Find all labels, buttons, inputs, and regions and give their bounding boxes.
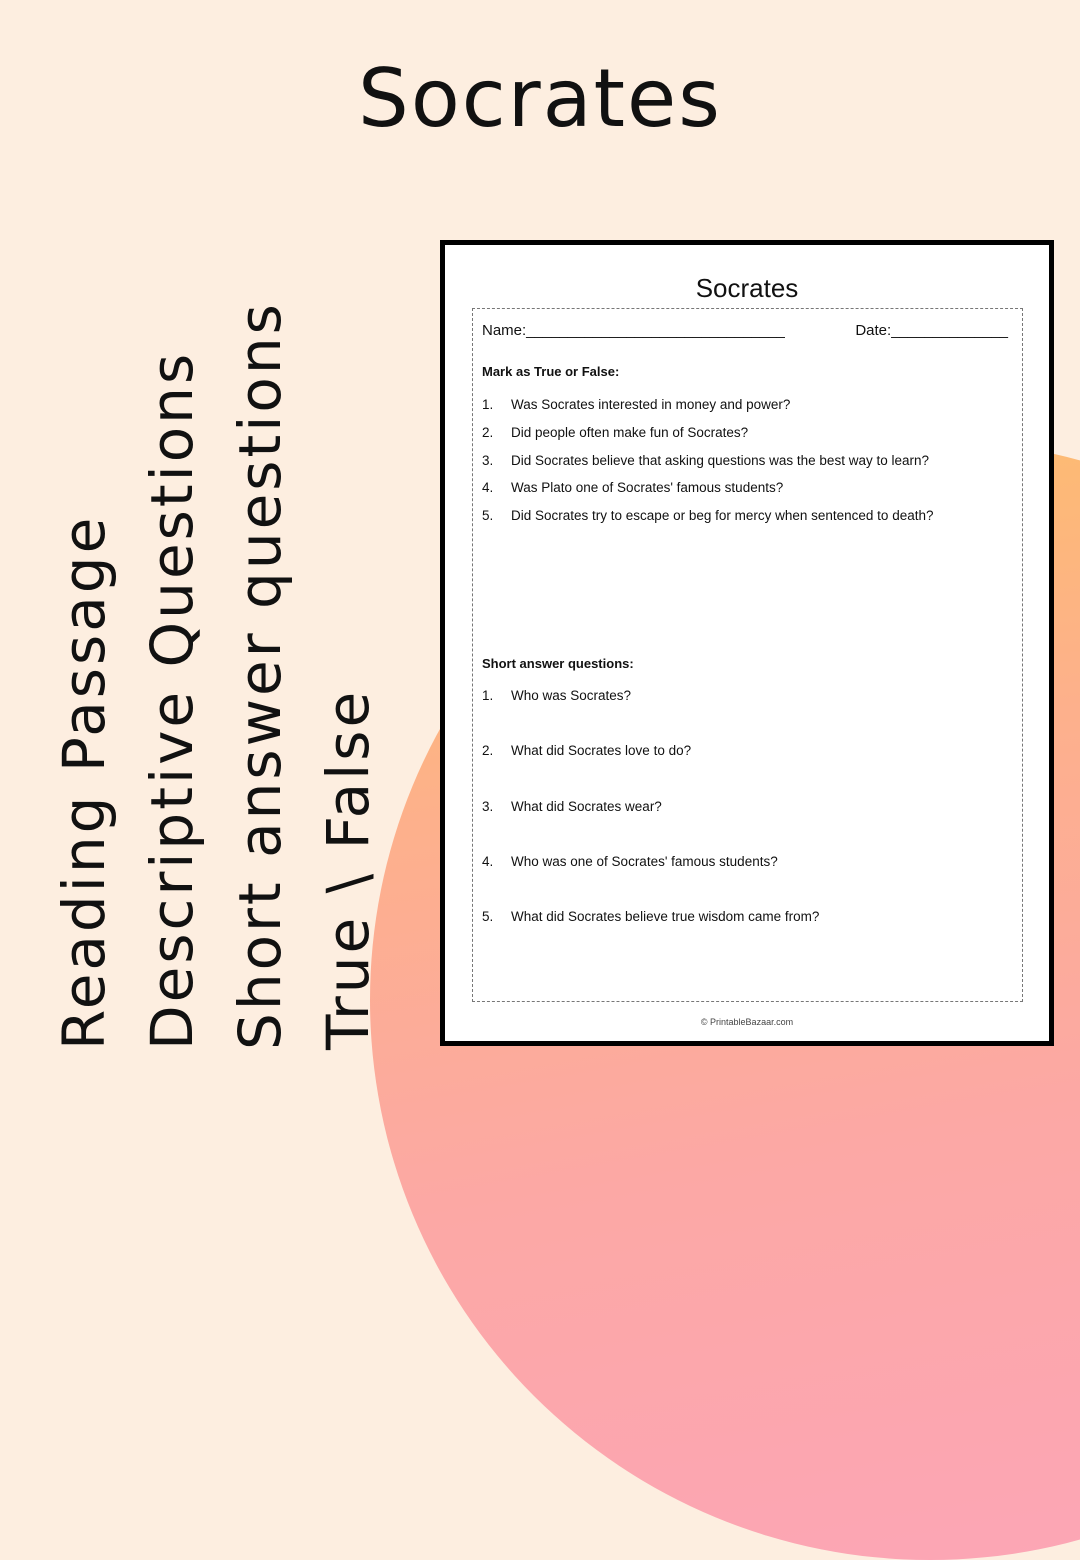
question-number: 1. xyxy=(482,688,494,703)
question-text: What did Socrates wear? xyxy=(511,799,662,814)
sa-question xyxy=(482,799,662,814)
question-number: 4. xyxy=(482,480,494,495)
question-number: 1. xyxy=(482,397,494,412)
question-number: 3. xyxy=(482,799,494,814)
question-number: 2. xyxy=(482,425,494,440)
sa-question xyxy=(482,909,819,924)
question-text: What did Socrates believe true wisdom came from? xyxy=(511,909,820,924)
sa-question xyxy=(482,854,778,869)
tf-question xyxy=(482,480,783,495)
label-true-false: True \ False xyxy=(314,688,382,1050)
date-field: Date:______________ xyxy=(855,322,1008,339)
feature-labels xyxy=(40,290,392,1050)
copyright-footer: © PrintableBazaar.com xyxy=(700,1017,794,1027)
question-text: What did Socrates love to do? xyxy=(511,743,692,758)
tf-question xyxy=(482,397,790,412)
name-field: Name:_______________________________ xyxy=(482,322,785,339)
question-number: 5. xyxy=(482,508,494,523)
worksheet-preview xyxy=(440,240,1054,1046)
question-number: 5. xyxy=(482,909,494,924)
sa-question xyxy=(482,743,691,758)
question-number: 2. xyxy=(482,743,494,758)
tf-question xyxy=(482,508,933,523)
label-descriptive-questions: Descriptive Questions xyxy=(138,350,206,1050)
question-text: Who was one of Socrates' famous students? xyxy=(511,854,778,869)
question-number: 3. xyxy=(482,453,494,468)
question-text: Was Socrates interested in money and power? xyxy=(511,397,791,412)
question-text: Did people often make fun of Socrates? xyxy=(511,425,749,440)
true-false-heading: Mark as True or False: xyxy=(482,364,620,379)
question-text: Was Plato one of Socrates' famous students? xyxy=(511,480,784,495)
question-text: Did Socrates try to escape or beg for mercy when sentenced to death? xyxy=(511,508,934,523)
question-number: 4. xyxy=(482,854,494,869)
tf-question xyxy=(482,453,929,468)
worksheet-content xyxy=(472,308,1023,1002)
tf-question xyxy=(482,425,748,440)
page-title: Socrates xyxy=(358,52,722,145)
worksheet-title: Socrates xyxy=(695,273,799,303)
sa-question xyxy=(482,688,631,703)
question-text: Who was Socrates? xyxy=(511,688,632,703)
label-reading-passage: Reading Passage xyxy=(50,514,118,1050)
short-answer-heading: Short answer questions: xyxy=(482,656,634,671)
question-text: Did Socrates believe that asking questions was the best way to learn? xyxy=(511,453,929,468)
label-short-answer: Short answer questions xyxy=(226,301,294,1050)
